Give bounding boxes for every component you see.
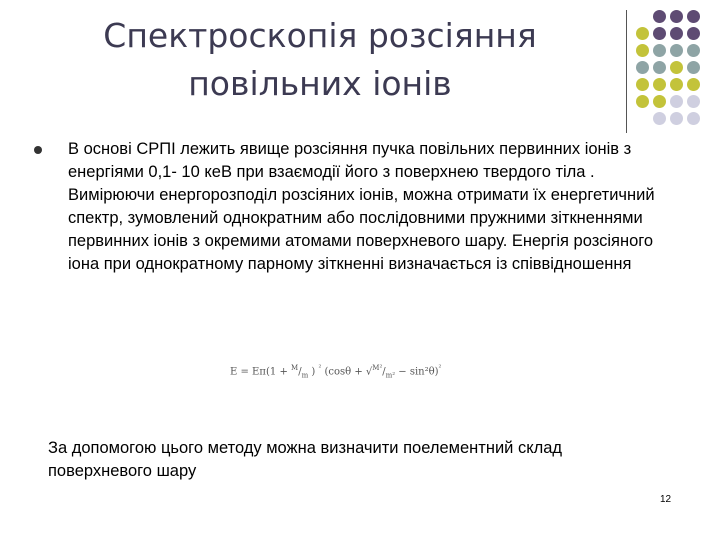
- decorative-dot: [670, 61, 683, 74]
- decorative-dot: [636, 78, 649, 91]
- formula-mid: ): [311, 366, 316, 378]
- decorative-dot: [653, 78, 666, 91]
- title-line-1: Спектроскопія розсіяння: [103, 16, 537, 55]
- decorative-dot: [653, 10, 666, 23]
- decorative-dot: [636, 27, 649, 40]
- decorative-dot: [670, 27, 683, 40]
- formula-sqrt-den: m²: [385, 371, 396, 380]
- divider-line: [626, 10, 627, 133]
- decorative-dot: [653, 44, 666, 57]
- formula-frac1-den: m: [301, 371, 309, 380]
- slide-title: [40, 12, 600, 108]
- decorative-dot: [653, 112, 666, 125]
- decorative-dot: [636, 44, 649, 57]
- decorative-dot: [687, 10, 700, 23]
- decorative-dot: [687, 61, 700, 74]
- decorative-dot: [687, 44, 700, 57]
- decorative-dot: [653, 27, 666, 40]
- decorative-dot: [636, 95, 649, 108]
- formula-exp-2: ²: [438, 364, 442, 372]
- page-number: 12: [660, 494, 672, 505]
- formula-frac1-num: M: [291, 364, 299, 372]
- body-paragraph: В основі СРПІ лежить явище розсіяння пучка повільних первинних іонів з енергіями 0,1- 10 кеВ при взаємодії його з поверхнею твердого тіла . Вимірюючи енергорозподіл розсіяних іонів, можна отримати їх енергетичний спектр, зумовлений однократним або послідовними пружними зіткненнями первинних іонів з окремими атомами поверхневого шару. Енергія розсіяного іона при однократному парному зіткненні визначається із співвідношення: [68, 140, 655, 273]
- bullet-icon: [34, 146, 42, 154]
- decorative-dot: [653, 61, 666, 74]
- conclusion-text: За допомогою цього методу можна визначити поелементний склад поверхневого шару: [48, 439, 563, 480]
- energy-formula: $E = Eп(1 + ^M/_m$ ) $^{^2}$ $(\cos\theta + √^{M^2}/_{m^2} - \sin^2\theta)^{^2}$: [230, 364, 442, 380]
- formula-cos: (cosθ +: [324, 366, 363, 378]
- decorative-dot: [653, 95, 666, 108]
- decorative-dot: [687, 112, 700, 125]
- decorative-dot: [670, 44, 683, 57]
- decorative-dot: [670, 95, 683, 108]
- decorative-dot: [687, 27, 700, 40]
- decorative-dot: [687, 95, 700, 108]
- decorative-dot: [687, 78, 700, 91]
- formula-exp-1: ²: [318, 364, 322, 372]
- decorative-dot: [670, 112, 683, 125]
- decorative-dot: [670, 78, 683, 91]
- sqrt-icon: √: [365, 366, 373, 378]
- formula-sin: − sin²θ): [398, 366, 439, 378]
- formula-lhs: E = Eп(1 +: [230, 366, 288, 378]
- decorative-dot: [636, 61, 649, 74]
- formula-sqrt-num: M²: [372, 364, 383, 372]
- decorative-dot: [670, 10, 683, 23]
- title-line-2: повільних іонів: [188, 64, 452, 103]
